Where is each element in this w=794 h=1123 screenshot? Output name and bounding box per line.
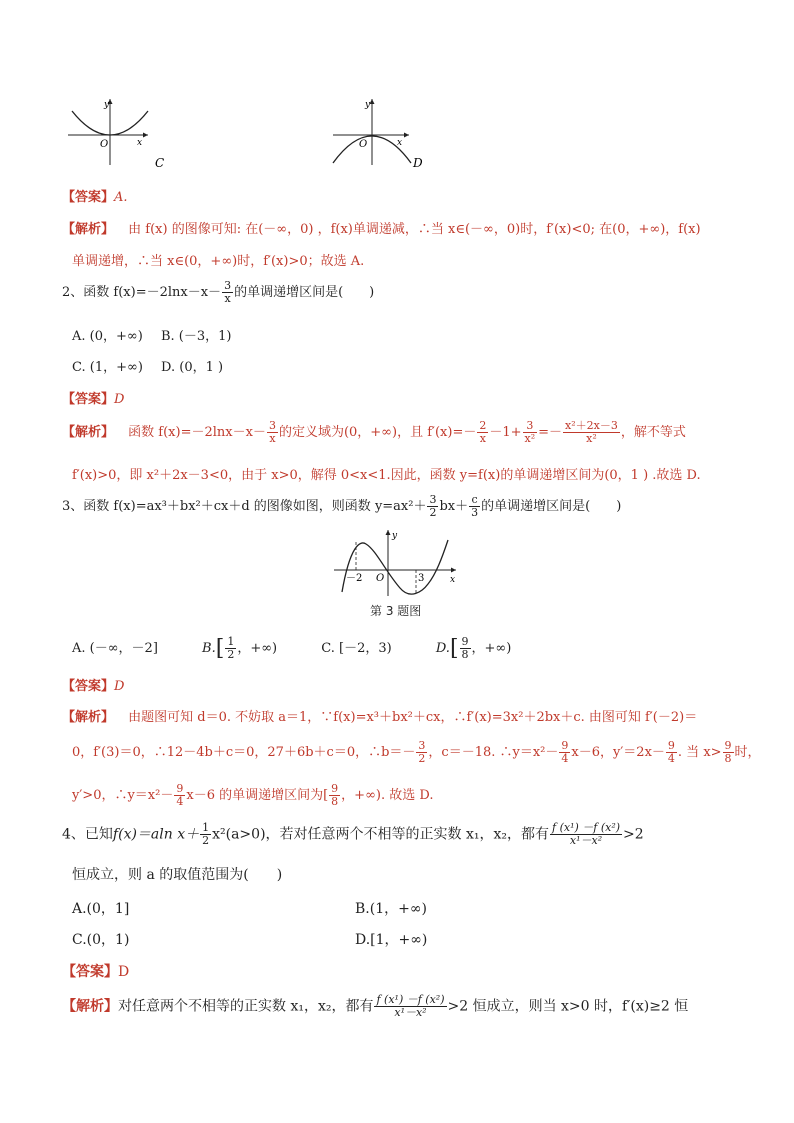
- q4-stem-line2: 恒成立，则 a 的取值范围为( ): [72, 867, 283, 883]
- q2-option-a: A. (0，+∞): [72, 329, 143, 344]
- q2-analysis-line2: f′(x)>0，即 x²＋2x－3<0，由于 x>0，解得 0<x<1.因此，函数 y=f(x)的单调递增区间为(0，1 ) .故选 D.: [72, 468, 701, 483]
- q3-origin: O: [376, 573, 385, 584]
- q4-analysis: 【解析】对任意两个不相等的正实数 x₁，x₂，都有 $\frac{\text{f (x¹) －f (x²)}}{\text{x¹－x²}}$ >2 恒成立，则当 x>0 时，f′(x)≥2 恒: [62, 993, 689, 1019]
- q3-option-c: C. [－2，3): [321, 641, 392, 656]
- q3-options: [72, 636, 511, 661]
- q3-tick-3: 3: [418, 573, 425, 584]
- q2-stem-suffix: 的单调递增区间是( ): [234, 285, 375, 300]
- q4-analysis-label: 【解析】: [62, 998, 118, 1015]
- graph-d-origin: O: [359, 139, 368, 150]
- q1-analysis-line2: 单调递增，∴当 x∈(0，+∞)时，f′(x)>0；故选 A.: [72, 254, 365, 269]
- q3-graph: [330, 526, 465, 598]
- q2-options-row2: [72, 356, 223, 375]
- q2-stem: [62, 280, 374, 305]
- q1-answer-value: A.: [114, 190, 128, 205]
- q2-analysis-label: 【解析】: [62, 425, 115, 440]
- q3-answer: [62, 675, 124, 694]
- graph-c-origin: O: [100, 139, 109, 150]
- q1-analysis-line1: [62, 218, 701, 237]
- q4-option-d: D.[1，+∞): [355, 932, 428, 948]
- q3-option-d: D.[ $\frac{9}{8}$ ，+∞): [435, 635, 512, 661]
- q2-options-row1: [72, 325, 231, 344]
- q1-answer: [62, 186, 128, 205]
- q3-analysis-line1: 【解析】 由题图可知 d＝0. 不妨取 a＝1，∵f(x)=x³＋bx²＋cx，∴f′(x)=3x²＋2bx＋c. 由图可知 f′(－2)＝: [62, 710, 698, 725]
- q2-stem-fraction: $\frac{3}{x}$: [224, 279, 232, 305]
- q3-y-label: y: [392, 531, 398, 541]
- graph-c-x-label: x: [137, 138, 143, 148]
- q2-option-c: C. (1，+∞): [72, 360, 143, 375]
- graph-d: [325, 95, 445, 175]
- q3-analysis-line3: y′>0，∴y＝x²－ $\frac{9}{4}$ x－6 的单调递增区间为[ $\frac{9}{8}$ ，+∞). 故选 D.: [72, 782, 434, 808]
- q4-stem-line1: 4、已知f(x)＝aln x＋ $\frac{1}{2}$ x²(a>0)，若对任意两个不相等的正实数 x₁，x₂，都有 $\frac{\text{f (x¹) －f (x²)}}{\text{x¹－x²}}$ >2: [62, 821, 644, 847]
- q3-graph-caption: 第 3 题图: [370, 604, 422, 618]
- q4-option-a: A.(0，1]: [72, 901, 130, 917]
- q2-option-b: B. (－3，1): [160, 329, 232, 344]
- q3-tick-neg2: －2: [346, 573, 363, 584]
- graph-d-x-label: x: [397, 138, 403, 148]
- q3-answer-label: 【答案】: [62, 679, 115, 694]
- q2-stem-prefix: 2、函数 f(x)=－2lnx－x－: [62, 285, 222, 300]
- graph-d-letter: D: [413, 156, 423, 170]
- q3-option-a: A. (－∞，－2]: [72, 641, 158, 656]
- q4-option-b: B.(1，+∞): [355, 901, 427, 917]
- graph-c: [60, 95, 180, 175]
- q4-answer: [62, 961, 129, 981]
- q4-answer-label: 【答案】: [62, 964, 118, 980]
- q3-stem: 3、函数 f(x)=ax³＋bx²＋cx＋d 的图像如图，则函数 y=ax²＋ $\frac{3}{2}$ bx＋ $\frac{c}{3}$ 的单调递增区间是( ): [62, 493, 622, 519]
- q3-option-b: B.[ $\frac{1}{2}$ ，+∞): [202, 635, 278, 661]
- q3-answer-value: D: [114, 679, 125, 694]
- q2-answer-label: 【答案】: [62, 392, 115, 407]
- q2-analysis-line1: 【解析】 函数 f(x)=－2lnx－x－ $\frac{3}{x}$ 的定义域为(0，+∞)，且 f′(x)=－ $\frac{2}{x}$ －1+ $\frac{3}{\text{x²}}$ =－ $\frac{\text{x²＋2x－3}}{\text{x²}}$ ，解不等式: [62, 419, 686, 445]
- graph-c-y-label: y: [104, 100, 110, 110]
- q3-analysis-line2: 0，f′(3)＝0，∴12－4b＋c＝0，27＋6b＋c＝0，∴b＝－ $\frac{3}{2}$ ，c＝－18. ∴y＝x²－ $\frac{9}{4}$ x－6，y′＝2x－ $\frac{9}{4}$ . 当 x> $\frac{9}{8}$ 时，: [72, 739, 761, 765]
- q3-curve: [342, 540, 448, 594]
- q1-answer-label: 【答案】: [62, 190, 115, 205]
- q4-answer-value: D: [118, 964, 130, 980]
- q2-option-d: D. (0，1 ): [161, 360, 224, 375]
- q2-answer-value: D: [114, 392, 125, 407]
- q3-x-label: x: [450, 575, 456, 585]
- graph-c-letter: C: [155, 156, 165, 170]
- q1-analysis-label: 【解析】: [62, 222, 115, 237]
- q2-answer: [62, 388, 124, 407]
- q1-analysis-text1: 由 f(x) 的图像可知: 在(－∞，0) ，f(x)单调递减，∴当 x∈(－∞，0)时，f′(x)<0; 在(0，+∞)，f(x): [128, 222, 701, 237]
- q3-analysis-label: 【解析】: [62, 710, 115, 725]
- q4-option-c: C.(0，1): [72, 932, 130, 948]
- graph-d-y-label: y: [365, 100, 371, 110]
